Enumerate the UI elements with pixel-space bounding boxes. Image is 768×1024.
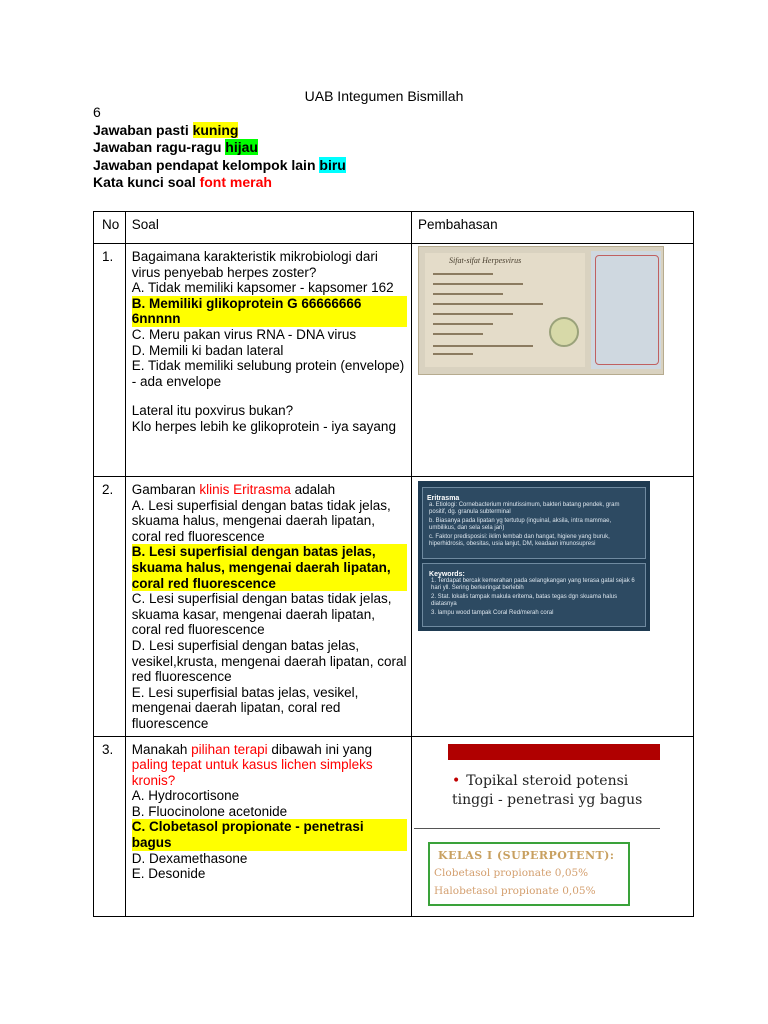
question-mid: dibawah ini yang — [267, 741, 372, 757]
header-no: No — [94, 212, 126, 244]
row-number: 3. — [94, 736, 126, 916]
slide-line: b. Biasanya pada lipatan yg tertutup (inguinal, aksila, intra mammae, umbilikus, dan sela sela jari) — [429, 518, 612, 531]
table-row — [94, 477, 694, 737]
option-b-answer: B. Memiliki glikoprotein G 66666666 6nnnnn — [132, 296, 407, 327]
explanation-cell — [412, 736, 694, 916]
header-soal: Soal — [125, 212, 411, 244]
option-e: E. Lesi superfisial batas jelas, vesikel, mengenai daerah lipatan, coral red fluorescence — [131, 684, 359, 731]
slide-bullet-text: Topikal steroid potensi tinggi - penetrasi yg bagus — [452, 772, 643, 808]
slide-title-bar — [448, 744, 660, 760]
option-a: A. Hydrocortisone — [131, 788, 240, 804]
legend-line-cyan — [93, 157, 346, 175]
explanation-cell — [412, 244, 694, 477]
slide-line: c. Faktor predisposisi: iklim lembab dan hangat, higiene yang buruk, hiperhidrosis, obesitas, usia lanjut, DM, keadaan imunosupresi — [429, 534, 610, 547]
table-row — [94, 736, 694, 916]
question-table — [93, 211, 694, 917]
option-d: D. Dexamethasone — [131, 850, 248, 866]
legend-highlight-yellow: kuning — [192, 121, 239, 138]
legend-line-red — [93, 174, 346, 192]
steroid-drug: Clobetasol propionate 0,05% — [434, 866, 589, 879]
header-pembahasan: Pembahasan — [412, 212, 694, 244]
table-row — [94, 244, 694, 477]
steroid-drug: Halobetasol propionate 0,05% — [434, 884, 596, 897]
option-c: C. Meru pakan virus RNA - DNA virus — [131, 326, 357, 342]
slide-bullet — [452, 772, 652, 810]
virus-diagram-icon — [549, 317, 579, 347]
slide-line: 2. Stat. lokalis tampak makula eritema, batas tegas dgn skuama halus diatasnya — [431, 594, 618, 607]
bullet-icon: • — [452, 772, 461, 789]
discussion-note: Lateral itu poxvirus bukan? — [131, 403, 294, 419]
legend-highlight-red: font merah — [199, 174, 272, 190]
question-text — [132, 742, 407, 789]
question-keyword: paling tepat untuk kasus lichen simpleks kronis? — [131, 757, 373, 788]
option-d: D. Lesi superfisial dengan batas jelas, vesikel,krusta, mengenai daerah lipatan, coral red fluorescence — [131, 637, 407, 685]
question-keyword: klinis Eritrasma — [199, 482, 291, 497]
option-d: D. Memili ki badan lateral — [131, 342, 284, 358]
legend-highlight-green: hijau — [225, 139, 258, 155]
document-title: UAB Integumen Bismillah — [304, 88, 464, 104]
steroid-slide-image — [414, 742, 654, 912]
discussion-note: Klo herpes lebih ke glikoprotein - iya sayang — [131, 418, 396, 434]
slide-heading: Sifat-sifat Herpesvirus — [449, 256, 522, 265]
option-a: A. Tidak memiliki kapsomer - kapsomer 162 — [131, 280, 394, 296]
option-c-answer: C. Clobetasol propionate - penetrasi bagus — [132, 819, 407, 850]
question-cell — [125, 477, 411, 737]
table-header-row — [94, 212, 694, 244]
steroid-class-heading: KELAS I (SUPERPOTENT): — [438, 848, 615, 862]
question-keyword: pilihan terapi — [191, 741, 268, 757]
legend-label: Jawaban ragu-ragu — [93, 139, 226, 155]
slide-line: 1. Terdapat bercak kemerahan pada selangkangan yang terasa gatal sejak 6 hari yll. Sering berkeringat berlebih — [431, 578, 635, 591]
legend-label: Jawaban pendapat kelompok lain — [93, 156, 320, 173]
steroid-class-box — [428, 842, 630, 906]
question-text — [132, 482, 407, 498]
question-suffix: adalah — [290, 482, 336, 497]
explanation-cell — [412, 477, 694, 737]
question-text: Bagaimana karakteristik mikrobiologi dari virus penyebab herpes zoster? — [131, 249, 378, 280]
option-b-answer: B. Lesi superfisial dengan batas jelas, skuama halus, mengenai daerah lipatan, coral red fluorescence — [132, 544, 407, 591]
question-prefix: Manakah — [131, 741, 192, 757]
option-c: C. Lesi superfisial dengan batas tidak jelas, skuama kasar, mengenai daerah lipatan, coral red fluorescence — [131, 591, 392, 638]
slide-line: 3. lampu wood tampak Coral Red/merah coral — [431, 610, 554, 616]
row-number: 2. — [94, 477, 126, 737]
page-number: 6 — [93, 104, 101, 120]
cell-diagram-icon — [595, 255, 659, 365]
option-e: E. Desonide — [131, 866, 206, 882]
question-cell — [125, 736, 411, 916]
legend-label: Jawaban pasti — [93, 121, 193, 138]
option-b: B. Fluocinolone acetonide — [131, 803, 288, 819]
herpesvirus-slide-image — [418, 246, 664, 375]
eritrasma-slide-image — [418, 481, 650, 631]
divider — [414, 828, 660, 829]
slide-keywords-heading: Keywords: — [429, 571, 465, 578]
option-a: A. Lesi superfisial dengan batas tidak jelas, skuama halus, mengenai daerah lipatan, coral red fluorescence — [131, 497, 391, 544]
row-number: 1. — [94, 244, 126, 477]
legend-line-yellow — [93, 122, 346, 140]
slide-heading: Eritrasma — [427, 495, 460, 502]
legend-highlight-cyan: biru — [319, 156, 346, 173]
question-cell — [125, 244, 411, 477]
slide-line: a. Etiologi: Cornebacterium minutissimum, bakteri batang pendek, gram positif, dg. granula subterminal — [429, 502, 620, 515]
legend — [93, 104, 346, 192]
legend-label: Kata kunci soal — [93, 174, 200, 190]
question-prefix: Gambaran — [131, 482, 200, 497]
option-e: E. Tidak memiliki selubung protein (envelope) - ada envelope — [131, 358, 405, 389]
legend-line-green — [93, 139, 346, 157]
